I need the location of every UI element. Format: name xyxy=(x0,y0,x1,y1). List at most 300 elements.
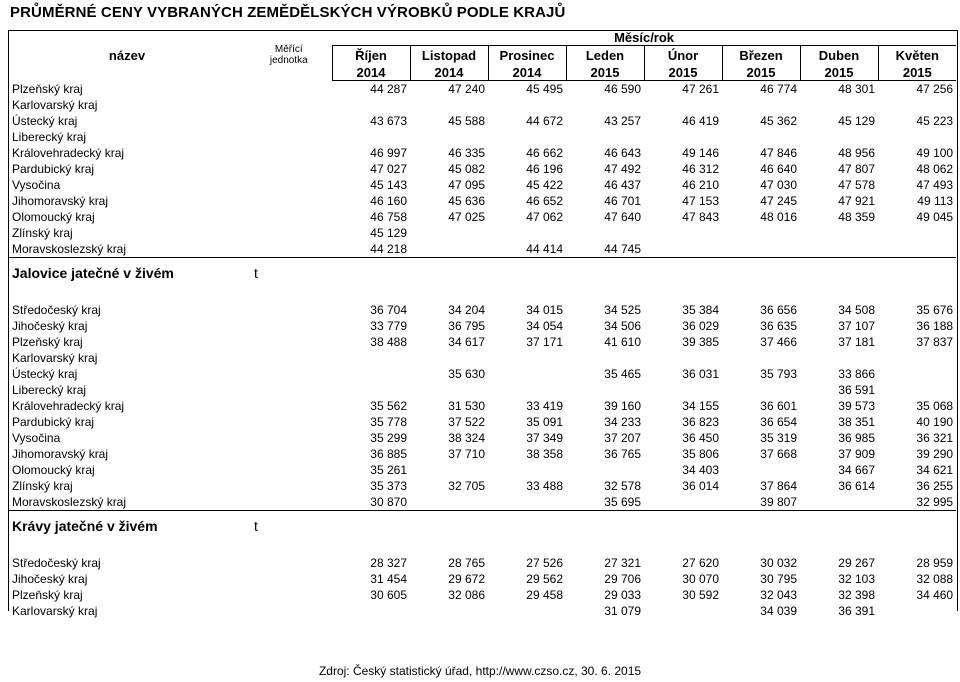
table-row xyxy=(8,318,956,334)
price-cell xyxy=(644,350,722,366)
price-cell xyxy=(800,129,878,145)
price-cell: 47 846 xyxy=(760,146,797,160)
price-cell xyxy=(566,97,644,113)
price-cell: 34 667 xyxy=(838,463,875,477)
unit-cell xyxy=(246,145,332,161)
price-cell: 37 909 xyxy=(838,447,875,461)
price-cell xyxy=(488,462,566,478)
price-cell xyxy=(800,350,878,366)
table-row xyxy=(8,555,956,571)
price-cell xyxy=(566,382,644,398)
price-cell: 32 086 xyxy=(448,588,485,602)
price-cell: 45 636 xyxy=(448,194,485,208)
column-header-month: Květen xyxy=(878,46,956,64)
region-name: Ústecký kraj xyxy=(12,367,78,381)
price-cell: 29 672 xyxy=(448,572,485,586)
price-cell xyxy=(878,97,956,113)
price-cell: 37 466 xyxy=(760,335,797,349)
unit-cell xyxy=(246,113,332,129)
price-cell xyxy=(800,241,878,258)
price-cell: 35 465 xyxy=(604,367,641,381)
price-cell: 45 495 xyxy=(526,82,563,96)
table-row xyxy=(8,382,956,398)
price-cell xyxy=(722,97,800,113)
column-header-year: 2015 xyxy=(800,63,878,81)
unit-cell xyxy=(246,241,332,258)
price-cell xyxy=(410,350,488,366)
column-header-year: 2015 xyxy=(566,63,644,81)
region-name: Plzeňský kraj xyxy=(12,81,83,96)
price-cell: 46 590 xyxy=(604,82,641,96)
price-cell: 46 437 xyxy=(604,178,641,192)
price-cell: 34 054 xyxy=(526,319,563,333)
section-unit: t xyxy=(246,511,332,542)
section-title: Krávy jatečné v živém xyxy=(8,511,246,542)
price-cell xyxy=(800,225,878,241)
price-cell: 47 062 xyxy=(526,210,563,224)
price-cell xyxy=(410,129,488,145)
column-header-name: název xyxy=(108,47,146,63)
spacer-cell xyxy=(8,541,956,555)
price-cell xyxy=(332,366,410,382)
price-cell: 40 190 xyxy=(916,415,954,429)
price-cell: 47 245 xyxy=(760,194,797,208)
unit-cell xyxy=(246,81,332,98)
table-row xyxy=(8,129,956,145)
unit-cell xyxy=(246,177,332,193)
price-cell: 39 160 xyxy=(604,399,641,413)
price-cell xyxy=(488,382,566,398)
section-spacer xyxy=(332,511,956,542)
price-cell: 36 450 xyxy=(682,431,719,445)
price-cell: 37 710 xyxy=(448,447,485,461)
price-cell: 34 525 xyxy=(604,303,641,317)
price-cell: 47 153 xyxy=(682,194,719,208)
price-cell: 28 959 xyxy=(916,556,954,570)
region-name: Plzeňský kraj xyxy=(12,588,83,602)
table-row xyxy=(8,145,956,161)
price-cell xyxy=(722,350,800,366)
price-cell xyxy=(488,494,566,511)
price-cell xyxy=(332,129,410,145)
price-cell: 38 358 xyxy=(526,447,563,461)
price-cell xyxy=(722,462,800,478)
table-row xyxy=(8,366,956,382)
price-cell: 36 591 xyxy=(838,383,875,397)
column-header-month: Leden xyxy=(566,46,644,64)
price-cell: 49 113 xyxy=(917,194,954,208)
price-cell: 47 493 xyxy=(916,178,954,192)
price-cell xyxy=(332,382,410,398)
column-header-month: Říjen xyxy=(332,46,410,64)
price-cell: 47 256 xyxy=(916,82,954,96)
price-cell: 27 620 xyxy=(682,556,719,570)
column-header-year: 2014 xyxy=(488,63,566,81)
unit-cell xyxy=(246,129,332,145)
column-header-month: Duben xyxy=(800,46,878,64)
price-cell: 36 704 xyxy=(370,303,407,317)
table-row xyxy=(8,81,956,98)
price-cell xyxy=(488,225,566,241)
price-cell: 37 171 xyxy=(526,335,563,349)
region-name: Moravskoslezský kraj xyxy=(12,242,127,256)
unit-cell xyxy=(246,555,332,571)
price-cell: 46 662 xyxy=(526,146,563,160)
price-cell xyxy=(644,225,722,241)
column-header-year: 2015 xyxy=(878,63,956,81)
price-cell: 29 562 xyxy=(526,572,563,586)
price-cell: 35 778 xyxy=(370,415,407,429)
price-table xyxy=(8,30,956,619)
price-cell: 29 706 xyxy=(604,572,641,586)
price-cell: 36 321 xyxy=(916,431,954,445)
price-cell: 36 188 xyxy=(916,319,954,333)
region-name: Karlovarský kraj xyxy=(12,98,98,112)
region-name: Zlínský kraj xyxy=(12,226,73,240)
column-header-year: 2014 xyxy=(410,63,488,81)
region-name: Olomoucký kraj xyxy=(12,210,95,224)
price-cell: 39 573 xyxy=(838,399,875,413)
table-row xyxy=(8,446,956,462)
price-cell xyxy=(644,382,722,398)
price-cell: 35 384 xyxy=(682,303,719,317)
price-cell: 30 070 xyxy=(682,572,719,586)
price-cell: 46 335 xyxy=(448,146,485,160)
unit-cell xyxy=(246,334,332,350)
price-cell: 28 327 xyxy=(370,556,407,570)
price-cell: 35 091 xyxy=(526,415,563,429)
price-cell xyxy=(878,603,956,619)
table-row xyxy=(8,177,956,193)
table-row xyxy=(8,97,956,113)
table-row xyxy=(8,494,956,511)
price-cell: 47 640 xyxy=(604,210,641,224)
price-cell: 38 488 xyxy=(370,335,407,349)
region-name: Karlovarský kraj xyxy=(12,604,98,618)
price-cell xyxy=(878,225,956,241)
price-cell: 45 143 xyxy=(370,178,407,192)
unit-cell xyxy=(246,318,332,334)
section-spacer xyxy=(332,258,956,289)
price-cell: 45 223 xyxy=(916,114,954,128)
price-cell: 30 592 xyxy=(682,588,719,602)
price-cell xyxy=(488,603,566,619)
price-cell: 47 027 xyxy=(370,162,407,176)
price-cell: 37 522 xyxy=(448,415,485,429)
price-cell: 39 290 xyxy=(916,447,954,461)
price-cell xyxy=(644,603,722,619)
price-cell: 33 779 xyxy=(370,319,407,333)
price-cell: 29 033 xyxy=(604,588,641,602)
price-cell: 47 261 xyxy=(682,82,719,96)
region-name: Vysočina xyxy=(12,431,61,445)
unit-cell xyxy=(246,478,332,494)
price-cell: 29 458 xyxy=(526,588,563,602)
price-cell xyxy=(878,382,956,398)
unit-cell xyxy=(246,209,332,225)
table-row xyxy=(8,603,956,619)
spacer-row xyxy=(8,541,956,555)
region-name: Pardubický kraj xyxy=(12,415,95,429)
price-cell: 36 656 xyxy=(760,303,797,317)
table-row xyxy=(8,193,956,209)
price-cell: 46 774 xyxy=(760,82,797,96)
price-cell: 45 422 xyxy=(526,178,563,192)
price-cell: 30 870 xyxy=(370,495,407,509)
price-cell: 34 155 xyxy=(682,399,719,413)
section-unit: t xyxy=(246,258,332,289)
table-row xyxy=(8,398,956,414)
price-cell: 30 795 xyxy=(760,572,797,586)
page-title: PRŮMĚRNÉ CENY VYBRANÝCH ZEMĚDĚLSKÝCH VÝROBKŮ PODLE KRAJŮ xyxy=(10,4,566,21)
price-cell: 35 806 xyxy=(682,447,719,461)
section-header-row xyxy=(8,511,956,542)
price-cell: 35 299 xyxy=(370,431,407,445)
price-cell: 48 062 xyxy=(916,162,954,176)
price-cell xyxy=(722,225,800,241)
region-name: Královehradecký kraj xyxy=(12,399,125,413)
price-cell: 32 043 xyxy=(760,588,797,602)
price-cell: 36 614 xyxy=(838,479,875,493)
price-cell: 29 267 xyxy=(838,556,875,570)
unit-cell xyxy=(246,350,332,366)
price-cell: 34 617 xyxy=(448,335,485,349)
region-name: Jihočeský kraj xyxy=(12,319,88,333)
price-cell xyxy=(878,366,956,382)
table-row xyxy=(8,414,956,430)
price-cell xyxy=(644,129,722,145)
price-cell: 35 793 xyxy=(760,367,797,381)
region-name: Jihomoravský kraj xyxy=(12,447,109,461)
month-year-group-header: Měsíc/rok xyxy=(332,30,956,46)
unit-label-line-2: jednotka xyxy=(269,55,308,67)
region-name: Středočeský kraj xyxy=(12,303,101,317)
price-cell: 49 100 xyxy=(916,146,954,160)
table-row xyxy=(8,478,956,494)
region-name: Vysočina xyxy=(12,178,61,192)
unit-cell xyxy=(246,462,332,478)
price-cell xyxy=(566,129,644,145)
price-cell: 33 488 xyxy=(526,479,563,493)
price-cell: 36 031 xyxy=(682,367,719,381)
price-cell: 37 837 xyxy=(916,335,954,349)
price-cell: 46 160 xyxy=(370,194,407,208)
column-header-unit xyxy=(246,30,332,81)
unit-cell xyxy=(246,587,332,603)
price-cell xyxy=(566,462,644,478)
table-row xyxy=(8,587,956,603)
unit-cell xyxy=(246,302,332,318)
price-cell xyxy=(410,225,488,241)
unit-label-line-1: Měřící xyxy=(274,44,303,56)
price-cell: 34 233 xyxy=(604,415,641,429)
region-name: Královehradecký kraj xyxy=(12,146,125,160)
price-cell: 44 414 xyxy=(526,242,563,256)
price-cell: 31 454 xyxy=(370,572,407,586)
price-cell xyxy=(410,97,488,113)
price-cell: 36 391 xyxy=(838,604,875,618)
price-cell: 48 301 xyxy=(838,82,875,96)
price-cell: 46 640 xyxy=(760,162,797,176)
price-cell: 34 508 xyxy=(838,303,875,317)
price-cell xyxy=(488,129,566,145)
table-row xyxy=(8,161,956,177)
price-cell: 37 864 xyxy=(760,479,797,493)
price-cell: 47 030 xyxy=(760,178,797,192)
price-cell: 34 621 xyxy=(916,463,954,477)
price-cell: 27 526 xyxy=(526,556,563,570)
column-header-month: Listopad xyxy=(410,46,488,64)
source-footer: Zdroj: Český statistický úřad, http://www.czso.cz, 30. 6. 2015 xyxy=(318,664,642,678)
price-cell: 48 016 xyxy=(760,210,797,224)
price-cell xyxy=(800,97,878,113)
price-cell: 34 015 xyxy=(526,303,563,317)
price-cell: 47 843 xyxy=(682,210,719,224)
price-cell xyxy=(644,97,722,113)
price-cell: 46 196 xyxy=(526,162,563,176)
price-cell: 35 261 xyxy=(370,463,407,477)
price-cell xyxy=(410,462,488,478)
price-cell: 47 578 xyxy=(838,178,875,192)
table-row xyxy=(8,225,956,241)
price-cell: 43 673 xyxy=(370,114,407,128)
price-cell: 44 745 xyxy=(604,242,641,256)
price-cell: 46 419 xyxy=(682,114,719,128)
table-row xyxy=(8,462,956,478)
price-cell xyxy=(488,350,566,366)
price-cell xyxy=(410,603,488,619)
column-header-month: Březen xyxy=(722,46,800,64)
region-name: Jihočeský kraj xyxy=(12,572,88,586)
price-cell xyxy=(878,241,956,258)
price-cell xyxy=(410,494,488,511)
price-cell: 32 398 xyxy=(838,588,875,602)
price-cell: 36 255 xyxy=(916,479,954,493)
price-cell: 34 460 xyxy=(916,588,954,602)
region-name: Jihomoravský kraj xyxy=(12,194,109,208)
price-cell: 34 403 xyxy=(682,463,719,477)
column-header-year: 2014 xyxy=(332,63,410,81)
unit-cell xyxy=(246,225,332,241)
price-cell: 35 695 xyxy=(604,495,641,509)
price-cell: 47 807 xyxy=(838,162,875,176)
spacer-row xyxy=(8,288,956,302)
price-cell: 44 672 xyxy=(526,114,563,128)
price-cell xyxy=(800,494,878,511)
price-cell: 38 324 xyxy=(448,431,485,445)
price-cell: 32 103 xyxy=(838,572,875,586)
price-cell: 46 210 xyxy=(682,178,719,192)
region-name: Ústecký kraj xyxy=(12,114,78,128)
price-cell: 34 506 xyxy=(604,319,641,333)
price-cell: 33 419 xyxy=(526,399,563,413)
price-cell: 46 758 xyxy=(370,210,407,224)
column-header-month: Prosinec xyxy=(488,46,566,64)
price-cell: 36 765 xyxy=(604,447,641,461)
unit-cell xyxy=(246,97,332,113)
price-cell xyxy=(722,241,800,258)
price-cell xyxy=(410,241,488,258)
price-cell: 33 866 xyxy=(838,367,875,381)
unit-cell xyxy=(246,366,332,382)
price-cell: 45 362 xyxy=(760,114,797,128)
price-cell: 36 985 xyxy=(838,431,875,445)
region-name: Středočeský kraj xyxy=(12,556,101,570)
price-cell: 37 207 xyxy=(604,431,641,445)
price-cell xyxy=(488,366,566,382)
column-header-year: 2015 xyxy=(722,63,800,81)
price-cell xyxy=(722,382,800,398)
price-cell: 34 204 xyxy=(448,303,485,317)
table-row xyxy=(8,350,956,366)
price-cell: 30 605 xyxy=(370,588,407,602)
column-header-year: 2015 xyxy=(644,63,722,81)
unit-cell xyxy=(246,494,332,511)
table-row xyxy=(8,302,956,318)
price-cell: 45 129 xyxy=(370,226,407,240)
price-cell: 47 921 xyxy=(838,194,875,208)
price-cell: 35 319 xyxy=(760,431,797,445)
spacer-cell xyxy=(8,288,956,302)
price-cell xyxy=(878,350,956,366)
unit-cell xyxy=(246,382,332,398)
price-cell xyxy=(644,494,722,511)
price-cell: 35 562 xyxy=(370,399,407,413)
price-cell: 36 029 xyxy=(682,319,719,333)
price-cell: 48 359 xyxy=(838,210,875,224)
price-cell xyxy=(332,97,410,113)
price-cell xyxy=(566,225,644,241)
price-cell xyxy=(722,129,800,145)
price-cell: 36 601 xyxy=(760,399,797,413)
price-cell: 31 079 xyxy=(604,604,641,618)
unit-cell xyxy=(246,603,332,619)
price-cell: 32 705 xyxy=(448,479,485,493)
unit-cell xyxy=(246,398,332,414)
price-cell xyxy=(332,350,410,366)
price-cell: 35 676 xyxy=(916,303,954,317)
price-cell: 49 146 xyxy=(682,146,719,160)
region-name: Plzeňský kraj xyxy=(12,335,83,349)
region-name: Zlínský kraj xyxy=(12,479,73,493)
price-cell: 45 082 xyxy=(448,162,485,176)
price-cell: 46 997 xyxy=(370,146,407,160)
unit-cell xyxy=(246,193,332,209)
price-cell: 36 654 xyxy=(760,415,797,429)
price-cell: 28 765 xyxy=(448,556,485,570)
price-cell xyxy=(488,97,566,113)
region-name: Moravskoslezský kraj xyxy=(12,495,127,509)
price-cell: 36 795 xyxy=(448,319,485,333)
price-cell: 46 312 xyxy=(682,162,719,176)
price-cell: 36 014 xyxy=(682,479,719,493)
table-row xyxy=(8,113,956,129)
unit-cell xyxy=(246,430,332,446)
price-cell: 32 088 xyxy=(916,572,954,586)
price-cell: 46 701 xyxy=(604,194,641,208)
price-cell: 44 218 xyxy=(370,242,407,256)
table-row xyxy=(8,430,956,446)
price-cell: 37 668 xyxy=(760,447,797,461)
price-cell xyxy=(644,241,722,258)
table-row xyxy=(8,571,956,587)
price-cell: 35 068 xyxy=(916,399,954,413)
price-cell xyxy=(878,129,956,145)
unit-cell xyxy=(246,414,332,430)
section-header-row xyxy=(8,258,956,289)
column-header-month: Únor xyxy=(644,46,722,64)
price-cell: 48 956 xyxy=(838,146,875,160)
